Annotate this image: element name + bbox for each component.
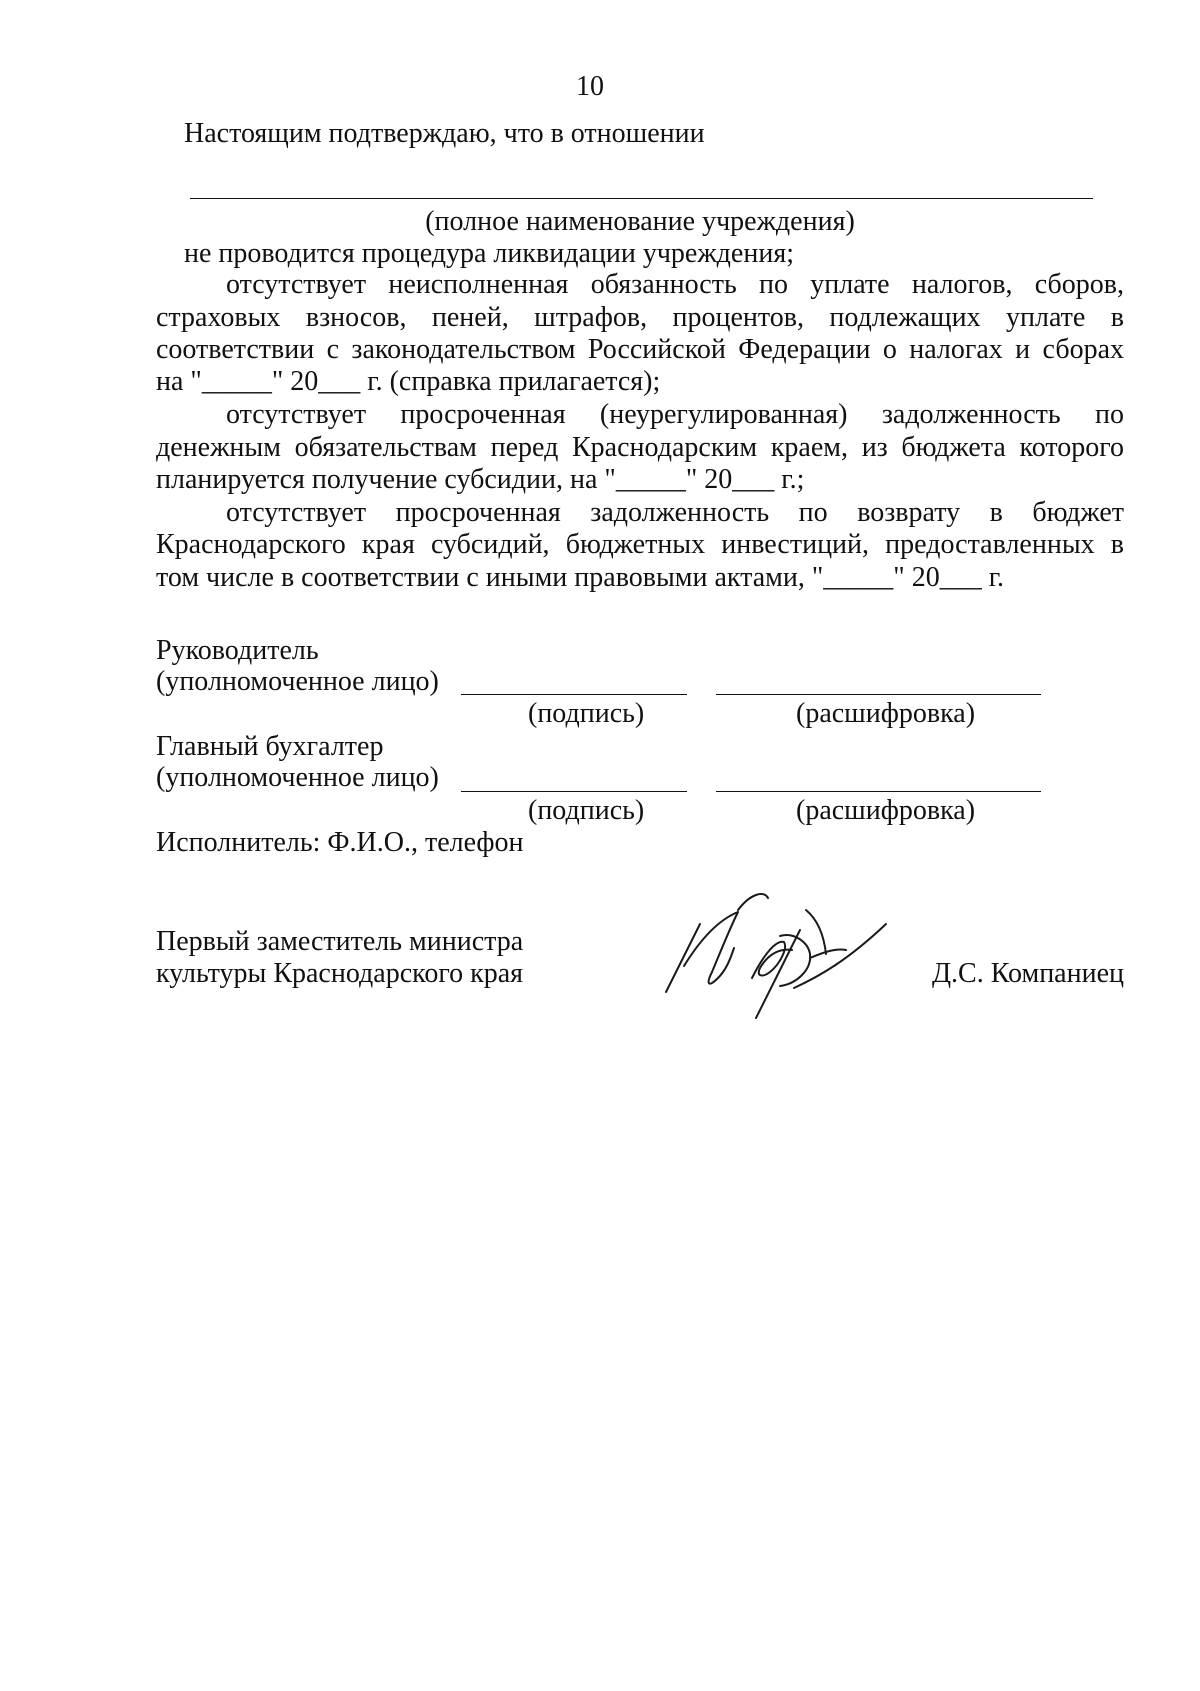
institution-name-line xyxy=(190,198,1093,199)
taxes-line: соответствии с законодательством Российской Федерации о налогах и сборах xyxy=(156,334,1124,365)
signatory-name: Д.С. Компаниец xyxy=(931,958,1124,989)
debt-line: отсутствует просроченная (неурегулированная) задолженность по xyxy=(226,399,1124,430)
accountant-authorized-person: (уполномоченное лицо) xyxy=(156,762,439,793)
page-number: 10 xyxy=(576,71,604,102)
debt-line: планируется получение субсидии, на "_____" 20___ г.; xyxy=(156,464,805,495)
head-title: Руководитель xyxy=(156,635,319,666)
institution-caption: (полное наименование учреждения) xyxy=(425,206,855,237)
head-signature-line xyxy=(461,694,687,695)
intro-text: Настоящим подтверждаю, что в отношении xyxy=(184,118,705,149)
handwritten-signature xyxy=(660,880,900,1020)
head-decoding-line xyxy=(716,694,1041,695)
refund-line: том числе в соответствии с иными правовыми актами, "_____" 20___ г. xyxy=(156,562,1005,593)
executor-line: Исполнитель: Ф.И.О., телефон xyxy=(156,827,524,858)
accountant-title: Главный бухгалтер xyxy=(156,731,384,762)
liquidation-statement: не проводится процедура ликвидации учреждения; xyxy=(184,238,794,269)
head-decoding-caption: (расшифровка) xyxy=(796,698,976,729)
accountant-decoding-caption: (расшифровка) xyxy=(796,795,976,826)
refund-line: отсутствует просроченная задолженность по возврату в бюджет xyxy=(226,497,1124,528)
taxes-line: страховых взносов, пеней, штрафов, процентов, подлежащих уплате в xyxy=(156,302,1124,333)
accountant-decoding-line xyxy=(716,791,1041,792)
head-signature-caption: (подпись) xyxy=(528,698,645,729)
accountant-signature-caption: (подпись) xyxy=(528,795,645,826)
signatory-position-line2: культуры Краснодарского края xyxy=(156,958,524,989)
signatory-position-line1: Первый заместитель министра xyxy=(156,926,524,957)
taxes-line: на "_____" 20___ г. (справка прилагается); xyxy=(156,366,661,397)
taxes-line: отсутствует неисполненная обязанность по уплате налогов, сборов, xyxy=(226,269,1124,300)
head-authorized-person: (уполномоченное лицо) xyxy=(156,666,439,697)
debt-line: денежным обязательствам перед Краснодарским краем, из бюджета которого xyxy=(156,432,1124,463)
accountant-signature-line xyxy=(461,791,687,792)
refund-line: Краснодарского края субсидий, бюджетных инвестиций, предоставленных в xyxy=(156,529,1124,560)
